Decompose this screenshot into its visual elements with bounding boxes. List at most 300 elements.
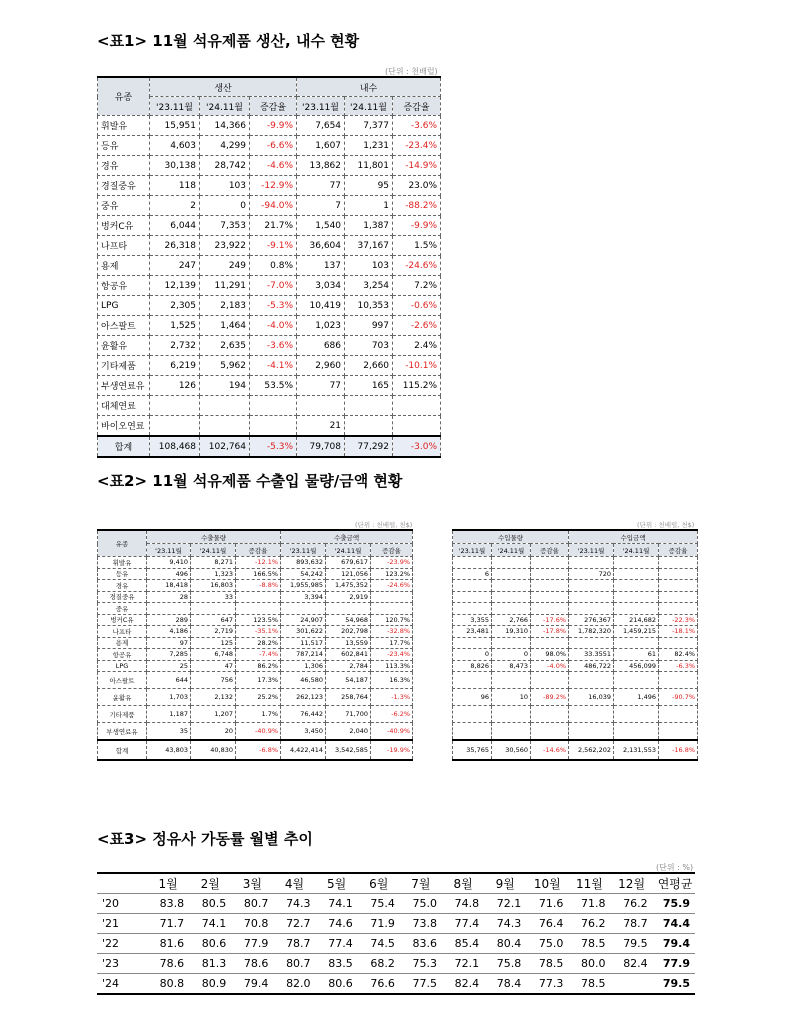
table-cell: 7.2% <box>393 276 441 296</box>
header-y24: '24.11월 <box>614 544 659 557</box>
table-cell: -0.6% <box>393 296 441 316</box>
table-cell <box>531 672 569 689</box>
table-cell: 6,219 <box>150 356 200 376</box>
year-label: '24 <box>97 974 147 995</box>
table-row <box>98 176 441 196</box>
table-cell: -17.8% <box>531 626 569 638</box>
total-row <box>98 436 441 457</box>
table-cell: -6.2% <box>371 706 413 723</box>
monthly-rate: 80.6 <box>189 934 231 954</box>
monthly-rate: 78.5 <box>568 934 610 954</box>
table-cell: -4.6% <box>250 156 297 176</box>
header-y23: '23.11월 <box>281 544 326 557</box>
table-cell: 1,782,320 <box>569 626 614 638</box>
table-cell: 1.7% <box>236 706 281 723</box>
table-cell <box>659 603 698 615</box>
table-cell: 2,719 <box>191 626 236 638</box>
row-label: 등유 <box>98 136 150 156</box>
row-label: 합계 <box>98 436 150 457</box>
table-cell: -32.8% <box>371 626 413 638</box>
table-row <box>453 580 698 592</box>
table-cell: 301,622 <box>281 626 326 638</box>
table-row <box>97 954 695 974</box>
table-cell: -24.6% <box>371 580 413 592</box>
monthly-rate: 77.3 <box>526 974 568 995</box>
header-y24: '24.11월 <box>326 544 371 557</box>
row-label: 기타제품 <box>98 706 147 723</box>
table-cell: 125 <box>191 637 236 649</box>
month-header: 8월 <box>442 873 484 894</box>
row-label: LPG <box>98 296 150 316</box>
row-label: 항공유 <box>98 649 147 661</box>
monthly-rate: 80.0 <box>568 954 610 974</box>
table-cell: 1,540 <box>297 216 345 236</box>
table-cell <box>453 591 492 603</box>
table-cell: 0 <box>200 196 250 216</box>
table-cell: 4,422,414 <box>281 740 326 760</box>
table-cell <box>531 706 569 723</box>
table-row <box>98 116 441 136</box>
year-label: '21 <box>97 914 147 934</box>
table-cell: 1,231 <box>345 136 393 156</box>
table-cell: 997 <box>345 316 393 336</box>
table-row <box>453 637 698 649</box>
table-cell <box>659 723 698 741</box>
table-cell: 276,367 <box>569 614 614 626</box>
table-cell: 1,703 <box>147 689 191 706</box>
header-y24: '24.11월 <box>345 97 393 116</box>
table-cell: -5.3% <box>250 296 297 316</box>
header-year-blank <box>97 873 147 894</box>
table-cell: 77 <box>297 376 345 396</box>
table-cell: -94.0% <box>250 196 297 216</box>
table-cell: 24,907 <box>281 614 326 626</box>
monthly-rate: 74.1 <box>189 914 231 934</box>
table-cell: 2,660 <box>345 356 393 376</box>
table1-unit: (단위 : 천배럴) <box>385 67 438 76</box>
row-label: 경유 <box>98 156 150 176</box>
table-cell: 1,459,215 <box>614 626 659 638</box>
header-y24: '24.11월 <box>200 97 250 116</box>
table-cell: 18,418 <box>147 580 191 592</box>
table-cell: 25 <box>147 660 191 672</box>
table-cell: 686 <box>297 336 345 356</box>
table-cell <box>453 603 492 615</box>
table-cell: 679,617 <box>326 557 371 569</box>
table-cell: 2,183 <box>200 296 250 316</box>
table-cell: 21 <box>297 416 345 437</box>
import-table <box>452 529 698 761</box>
table-row <box>98 591 413 603</box>
table-cell: 76,442 <box>281 706 326 723</box>
table-cell: -10.1% <box>393 356 441 376</box>
table-cell: 61 <box>614 649 659 661</box>
table-cell: 703 <box>345 336 393 356</box>
table-cell: 8,271 <box>191 557 236 569</box>
row-label: 아스팔트 <box>98 316 150 336</box>
table-cell: -5.3% <box>250 436 297 457</box>
month-header: 연평균 <box>653 873 695 894</box>
table-cell <box>614 603 659 615</box>
table-cell: 35,765 <box>453 740 492 760</box>
month-header: 6월 <box>358 873 400 894</box>
monthly-rate: 81.3 <box>189 954 231 974</box>
annual-average: 74.4 <box>653 914 695 934</box>
table1-title: <표1> 11월 석유제품 생산, 내수 현황 <box>97 32 360 50</box>
table-cell: -17.6% <box>531 614 569 626</box>
monthly-rate: 78.5 <box>568 974 610 995</box>
table-cell: 4,603 <box>150 136 200 156</box>
table-cell: 2,919 <box>326 591 371 603</box>
table-cell: 54,187 <box>326 672 371 689</box>
table-row <box>98 649 413 661</box>
table-cell <box>236 603 281 615</box>
table-cell <box>492 603 531 615</box>
month-header: 3월 <box>231 873 273 894</box>
header-export-value: 수출금액 <box>281 530 413 544</box>
table-row <box>97 894 695 914</box>
table-cell <box>453 637 492 649</box>
table-row <box>98 723 413 741</box>
row-label: 항공유 <box>98 276 150 296</box>
annual-average: 79.4 <box>653 934 695 954</box>
table-cell: 21.7% <box>250 216 297 236</box>
monthly-rate: 83.5 <box>316 954 358 974</box>
table-cell: 15,951 <box>150 116 200 136</box>
table-cell <box>614 580 659 592</box>
header-y24: '24.11월 <box>191 544 236 557</box>
table-cell: 2,784 <box>326 660 371 672</box>
table-cell: 82.4% <box>659 649 698 661</box>
table-row <box>98 580 413 592</box>
table-cell <box>531 557 569 569</box>
table2-unit-left: (단위 : 천배럴, 천$) <box>355 521 413 529</box>
table-cell <box>453 672 492 689</box>
table-cell: 118 <box>150 176 200 196</box>
table-cell: -12.9% <box>250 176 297 196</box>
annual-average: 77.9 <box>653 954 695 974</box>
table-cell: 115.2% <box>393 376 441 396</box>
table-cell: 2,132 <box>191 689 236 706</box>
row-label: 경유 <box>98 580 147 592</box>
table-cell: 13,559 <box>326 637 371 649</box>
table-cell: -4.1% <box>250 356 297 376</box>
table-cell: 16,039 <box>569 689 614 706</box>
table-cell: 13,862 <box>297 156 345 176</box>
table-cell <box>614 637 659 649</box>
table-row <box>98 689 413 706</box>
table-cell <box>453 580 492 592</box>
table-row <box>453 557 698 569</box>
table-row <box>97 914 695 934</box>
table-cell: 8,826 <box>453 660 492 672</box>
table-cell: 1.5% <box>393 236 441 256</box>
month-header: 10월 <box>526 873 568 894</box>
monthly-rate: 74.8 <box>442 894 484 914</box>
table-row <box>98 296 441 316</box>
table-cell: -12.1% <box>236 557 281 569</box>
table-cell <box>569 723 614 741</box>
row-label: 나프타 <box>98 626 147 638</box>
table-cell <box>614 706 659 723</box>
table-cell: 23,481 <box>453 626 492 638</box>
table-cell: 95 <box>345 176 393 196</box>
table-cell: 36,604 <box>297 236 345 256</box>
table-cell: 1,607 <box>297 136 345 156</box>
table-cell <box>659 557 698 569</box>
monthly-rate: 78.7 <box>273 934 315 954</box>
table-cell <box>659 637 698 649</box>
table-cell <box>659 672 698 689</box>
table-cell: 47 <box>191 660 236 672</box>
header-y23: '23.11월 <box>297 97 345 116</box>
annual-average: 79.5 <box>653 974 695 995</box>
table-cell <box>614 723 659 741</box>
table-cell: 0 <box>492 649 531 661</box>
table-row <box>453 568 698 580</box>
table-cell: 1,525 <box>150 316 200 336</box>
table-cell <box>236 591 281 603</box>
table-cell: 496 <box>147 568 191 580</box>
row-label: 중유 <box>98 196 150 216</box>
table-cell: -35.1% <box>236 626 281 638</box>
table-cell: 7,285 <box>147 649 191 661</box>
month-header: 9월 <box>484 873 526 894</box>
table-cell <box>345 416 393 437</box>
table-cell <box>492 591 531 603</box>
monthly-rate: 78.6 <box>231 954 273 974</box>
table-cell: 6 <box>453 568 492 580</box>
table-cell: -40.9% <box>371 723 413 741</box>
table-cell: 893,632 <box>281 557 326 569</box>
monthly-rate: 82.4 <box>611 954 653 974</box>
table-cell: 2,305 <box>150 296 200 316</box>
table-cell: 121,056 <box>326 568 371 580</box>
table-cell <box>569 603 614 615</box>
table-row <box>98 706 413 723</box>
table-row <box>98 614 413 626</box>
table-row <box>98 136 441 156</box>
header-y24: '24.11월 <box>492 544 531 557</box>
table-cell: 1,023 <box>297 316 345 336</box>
table-cell: 720 <box>569 568 614 580</box>
monthly-rate: 74.5 <box>358 934 400 954</box>
annual-average: 75.9 <box>653 894 695 914</box>
table-cell <box>531 568 569 580</box>
monthly-rate: 80.5 <box>189 894 231 914</box>
table-cell: 1,475,352 <box>326 580 371 592</box>
table-cell <box>492 672 531 689</box>
month-header: 12월 <box>611 873 653 894</box>
production-domestic-table <box>97 76 441 458</box>
table-cell: -6.6% <box>250 136 297 156</box>
header-change: 증감율 <box>393 97 441 116</box>
table-cell <box>200 416 250 437</box>
table-cell <box>614 557 659 569</box>
table2-unit-right: (단위 : 천배럴, 천$) <box>637 521 695 529</box>
monthly-rate: 77.4 <box>442 914 484 934</box>
table-cell: 33.3551 <box>569 649 614 661</box>
table-cell: 258,764 <box>326 689 371 706</box>
table-cell: 7 <box>297 196 345 216</box>
table-row <box>453 603 698 615</box>
table-cell: 113.3% <box>371 660 413 672</box>
table-cell <box>569 672 614 689</box>
row-label: 경질중유 <box>98 591 147 603</box>
table-cell <box>453 557 492 569</box>
table-cell: 1 <box>345 196 393 216</box>
monthly-rate: 74.3 <box>273 894 315 914</box>
table-cell: -7.0% <box>250 276 297 296</box>
month-header: 2월 <box>189 873 231 894</box>
monthly-rate: 77.4 <box>316 934 358 954</box>
monthly-rate: 75.4 <box>358 894 400 914</box>
table-cell: 23.0% <box>393 176 441 196</box>
monthly-rate: 80.7 <box>231 894 273 914</box>
table-cell: 30,560 <box>492 740 531 760</box>
table-cell: -1.3% <box>371 689 413 706</box>
table-cell <box>281 603 326 615</box>
table-cell <box>200 396 250 416</box>
table-cell: 756 <box>191 672 236 689</box>
table-cell <box>453 706 492 723</box>
table-cell <box>191 603 236 615</box>
monthly-rate: 74.3 <box>484 914 526 934</box>
table-cell <box>569 706 614 723</box>
table-cell: 79,708 <box>297 436 345 457</box>
month-header: 7월 <box>400 873 442 894</box>
table-row <box>453 706 698 723</box>
table-cell <box>492 706 531 723</box>
table-cell <box>492 557 531 569</box>
table-row <box>98 276 441 296</box>
table-cell <box>393 416 441 437</box>
monthly-rate: 79.5 <box>611 934 653 954</box>
monthly-rate: 77.9 <box>231 934 273 954</box>
table-cell: 43,803 <box>147 740 191 760</box>
table-cell: 33 <box>191 591 236 603</box>
table-cell: -88.2% <box>393 196 441 216</box>
table-row <box>98 336 441 356</box>
row-label: 나프타 <box>98 236 150 256</box>
row-label: 용제 <box>98 637 147 649</box>
table-row <box>97 934 695 954</box>
table-cell <box>569 637 614 649</box>
table-cell: -3.6% <box>250 336 297 356</box>
table-cell <box>531 723 569 741</box>
row-label: 윤활유 <box>98 336 150 356</box>
table-row <box>97 974 695 995</box>
table-row <box>98 660 413 672</box>
table-cell: 456,099 <box>614 660 659 672</box>
month-header: 5월 <box>316 873 358 894</box>
table2-title: <표2> 11월 석유제품 수출입 물량/금액 현황 <box>97 472 403 490</box>
table-cell: 262,123 <box>281 689 326 706</box>
table-cell: -4.0% <box>250 316 297 336</box>
monthly-rate: 82.0 <box>273 974 315 995</box>
table-cell <box>659 591 698 603</box>
monthly-rate: 76.2 <box>611 894 653 914</box>
table-row <box>453 591 698 603</box>
table-cell <box>345 396 393 416</box>
table-cell <box>371 603 413 615</box>
table-cell: 1,464 <box>200 316 250 336</box>
monthly-rate: 76.2 <box>568 914 610 934</box>
table-cell: -3.0% <box>393 436 441 457</box>
monthly-rate: 71.7 <box>147 914 189 934</box>
table-row <box>98 376 441 396</box>
table-row <box>453 626 698 638</box>
table-cell: -18.1% <box>659 626 698 638</box>
month-header: 11월 <box>568 873 610 894</box>
monthly-rate: 80.4 <box>484 934 526 954</box>
table-cell: 3,254 <box>345 276 393 296</box>
month-header: 1월 <box>147 873 189 894</box>
monthly-rate: 79.4 <box>231 974 273 995</box>
table-cell: -14.9% <box>393 156 441 176</box>
table-cell: 120.7% <box>371 614 413 626</box>
table-cell: -9.9% <box>250 116 297 136</box>
table-cell <box>614 568 659 580</box>
table-cell: 17.7% <box>371 637 413 649</box>
table-cell: 96 <box>453 689 492 706</box>
table-cell: 28,742 <box>200 156 250 176</box>
table-cell: 54,242 <box>281 568 326 580</box>
table-cell <box>250 396 297 416</box>
table-cell: 25.2% <box>236 689 281 706</box>
table-cell: 16.3% <box>371 672 413 689</box>
monthly-rate: 71.8 <box>568 894 610 914</box>
header-y23: '23.11월 <box>147 544 191 557</box>
header-category: 유종 <box>98 77 150 116</box>
table-cell: 46,580 <box>281 672 326 689</box>
header-import-volume: 수입물량 <box>453 530 569 544</box>
row-label: 바이오연료 <box>98 416 150 437</box>
table-cell: -16.8% <box>659 740 698 760</box>
table-cell: 137 <box>297 256 345 276</box>
table-cell: 35 <box>147 723 191 741</box>
table-cell <box>326 603 371 615</box>
table-cell <box>147 603 191 615</box>
table-row <box>98 672 413 689</box>
table-cell: 1,323 <box>191 568 236 580</box>
year-label: '23 <box>97 954 147 974</box>
monthly-rate: 78.5 <box>526 954 568 974</box>
table-cell: -40.9% <box>236 723 281 741</box>
table-cell: 10,419 <box>297 296 345 316</box>
table-cell: -23.9% <box>371 557 413 569</box>
table-cell: 787,214 <box>281 649 326 661</box>
monthly-rate: 73.8 <box>400 914 442 934</box>
table-cell: 2,635 <box>200 336 250 356</box>
monthly-rate: 82.4 <box>442 974 484 995</box>
table-cell: 8,473 <box>492 660 531 672</box>
table-cell: 486,722 <box>569 660 614 672</box>
table-cell: 53.5% <box>250 376 297 396</box>
table-cell: 97 <box>147 637 191 649</box>
monthly-rate: 78.6 <box>147 954 189 974</box>
table-cell <box>250 416 297 437</box>
table-cell: 103 <box>200 176 250 196</box>
table-cell <box>659 706 698 723</box>
table-row <box>98 316 441 336</box>
table-cell: 289 <box>147 614 191 626</box>
table-row <box>453 689 698 706</box>
row-label: 합계 <box>98 740 147 760</box>
monthly-rate: 78.4 <box>484 974 526 995</box>
monthly-rate: 75.3 <box>400 954 442 974</box>
table-row <box>98 256 441 276</box>
